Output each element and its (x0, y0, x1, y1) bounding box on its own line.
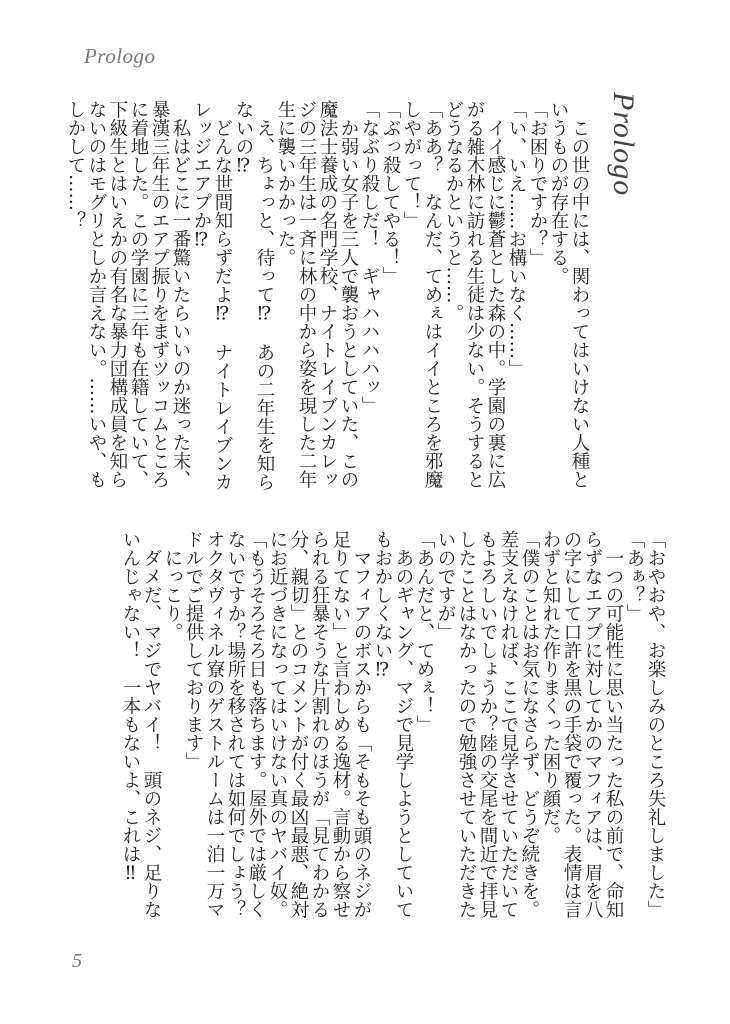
paragraph (380, 100, 401, 500)
text-line: 「もうそろそろ日も落ちます。屋外では厳しくないですか？ (225, 530, 267, 919)
page-number: 5 (72, 950, 82, 972)
text-line: を知らないのはモグリとしか言えない。……いや、もしかし (65, 100, 128, 489)
text-line: 訪れる生徒は少ない。そうするとどうなるかというと……。 (443, 100, 485, 489)
text-line: イイ感じに鬱蒼とした森の中。学園の裏に広がる雑木林に (464, 100, 506, 489)
text-line: ストルームは一泊一万マドルでご提供しております」 (183, 530, 225, 919)
paragraph (65, 100, 191, 500)
text-line: 「あぁ？」 (624, 530, 645, 623)
text-line: に対してかのマフィアは、眉を八の字にして口許を黒の手袋 (561, 530, 603, 919)
paragraph (372, 530, 414, 930)
paragraph (267, 530, 372, 930)
text-line: にっこり。 (162, 530, 183, 641)
paragraph (435, 530, 540, 930)
paragraph (120, 530, 162, 930)
text-line: 「なぶり殺しだ！ ギャハハハハッ」 (359, 100, 380, 415)
text-line: て……？ (65, 155, 86, 230)
paragraph (645, 530, 666, 930)
paragraph (275, 100, 359, 500)
paragraph (162, 530, 183, 930)
text-line: から姿を現した二年生に襲いかかった。 (275, 100, 317, 489)
text-line: ほうが「見てわかる分、親切」とのコメントが付く最凶最悪、 (288, 530, 330, 919)
text-line: 在する。 (548, 211, 569, 285)
text-line: 陸の交尾を間近で拝見したことはなかったので勉強させて (456, 530, 498, 919)
text-line: 私はどこに一番驚いたらいいのか迷った末、暴漢三年生の (149, 100, 191, 489)
text-line: い！ 一本もないよ、これは‼ (120, 622, 141, 884)
text-line: 「おやおや、お楽しみのところ失礼しました」 (645, 530, 666, 919)
text-line: 「ぶっ殺してやる！」 (380, 100, 401, 285)
upper-text-block (65, 100, 590, 500)
text-line: 名門学校、ナイトレイブンカレッジの三年生は一斉に林の中 (296, 100, 338, 489)
paragraph (624, 530, 645, 930)
paragraph (414, 530, 435, 930)
text-line: 年も在籍していて、下級生とはいえかの有名な暴力団構成員 (107, 100, 149, 489)
text-line: どんな世間知らずだよ⁉ ナイトレイブンカレッジエ (191, 100, 233, 491)
text-line: エアプ振りをまずツッコムところに着地した。この学園に三 (128, 100, 170, 489)
paragraph (540, 530, 624, 930)
running-header: Prologo (84, 44, 156, 68)
text-line: ば、ここで見学させていただいてもよろしいでしょうか？ (477, 530, 519, 919)
paragraph (506, 100, 527, 500)
paragraph (527, 100, 548, 500)
text-line: 場所を移されては如何でしょう？ オクタヴィネル寮のゲ (204, 530, 246, 937)
paragraph (191, 100, 233, 500)
text-line: いただきたいのですが」 (435, 530, 477, 919)
text-line: で覆った。表情は言わずと知れた作りまくった困り顔だ。 (540, 530, 582, 919)
paragraph (183, 530, 267, 937)
paragraph (233, 100, 275, 500)
text-line: 「い、いえ……お構いなく……」 (506, 100, 527, 378)
text-line: 「あんだと、てめぇ！」 (414, 530, 435, 734)
text-line: 「お困りですか？」 (527, 100, 548, 267)
paragraph (401, 100, 443, 500)
text-line: マフィアのボスからも「そもそも頭のネジが足りてない」 (330, 530, 372, 919)
text-line: 「ああ？ なんだ、てめぇはイイところを邪魔しやがって！」 (401, 100, 443, 489)
text-line: あのギャング、マジで見学しようとしていてもおかしくな (372, 530, 414, 919)
paragraph (359, 100, 380, 500)
lower-text-block (120, 530, 666, 937)
text-line: か弱い女子を三人で襲おうとしていた、この魔法士養成の (317, 100, 359, 489)
text-line: 「僕のことはお気になさらず、どうぞ続きを。差支えなけれ (498, 530, 540, 919)
text-line: この世の中には、関わってはいけない人種というものが存 (548, 100, 590, 489)
text-line: 一つの可能性に思い当たった私の前で、命知らずなエアプ (582, 530, 624, 919)
text-line: アプか⁉ (191, 174, 212, 251)
text-line: え、ちょっと、待って⁉ あの二年生を知らないの⁉ (233, 100, 275, 491)
paragraph (548, 100, 590, 500)
text-line: 絶対にお近づきになってはいけない真のヤバイ奴。 (267, 530, 309, 919)
text-line: ダメだ、マジでヤバイ！ 頭のネジ、足りないんじゃな (120, 530, 162, 919)
text-line: い⁉ (372, 641, 393, 681)
chapter-title: Prologo (607, 92, 640, 197)
paragraph (443, 100, 506, 500)
text-line: と言わしめる逸材。言動から察せられる狂暴そうな片割れの (309, 530, 351, 919)
